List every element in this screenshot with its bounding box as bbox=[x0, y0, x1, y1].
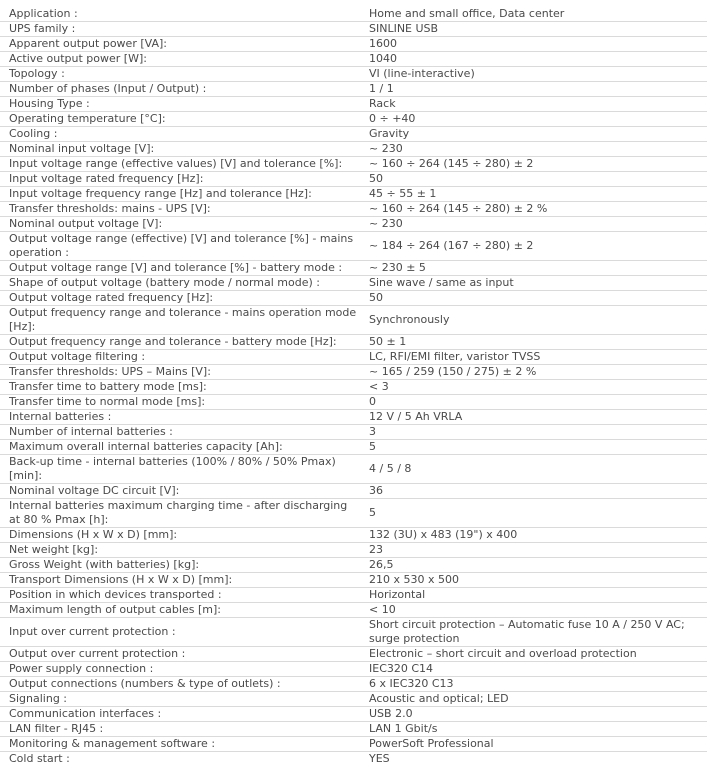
spec-row bbox=[0, 409, 707, 424]
spec-value: ~ 184 ÷ 264 (167 ÷ 280) ± 2 bbox=[369, 239, 534, 252]
spec-label: Output over current protection : bbox=[9, 647, 186, 660]
spec-row bbox=[0, 454, 707, 483]
spec-value: Acoustic and optical; LED bbox=[369, 692, 509, 705]
spec-row bbox=[0, 201, 707, 216]
spec-row bbox=[0, 111, 707, 126]
spec-label: Application : bbox=[9, 7, 78, 20]
spec-row bbox=[0, 498, 707, 527]
spec-label: Back-up time - internal batteries (100% / 80% / 50% Pmax) [min]: bbox=[9, 455, 336, 482]
spec-value: 5 bbox=[369, 440, 376, 453]
spec-value: 45 ÷ 55 ± 1 bbox=[369, 187, 437, 200]
spec-row bbox=[0, 721, 707, 736]
spec-label: Output voltage rated frequency [Hz]: bbox=[9, 291, 214, 304]
spec-value: USB 2.0 bbox=[369, 707, 413, 720]
spec-label: Output voltage range [V] and tolerance [%] - battery mode : bbox=[9, 261, 343, 274]
spec-row bbox=[0, 334, 707, 349]
spec-row bbox=[0, 81, 707, 96]
spec-label: Maximum overall internal batteries capacity [Ah]: bbox=[9, 440, 283, 453]
spec-label: Output frequency range and tolerance - mains operation mode [Hz]: bbox=[9, 306, 357, 333]
spec-row bbox=[0, 706, 707, 721]
spec-value: 4 / 5 / 8 bbox=[369, 462, 412, 475]
spec-label: UPS family : bbox=[9, 22, 76, 35]
spec-label: Internal batteries maximum charging time - after discharging at 80 % Pmax [h]: bbox=[9, 499, 348, 526]
spec-row bbox=[0, 7, 707, 21]
spec-row bbox=[0, 305, 707, 334]
spec-row bbox=[0, 260, 707, 275]
spec-label: Active output power [W]: bbox=[9, 52, 147, 65]
spec-value: Home and small office, Data center bbox=[369, 7, 565, 20]
spec-row bbox=[0, 96, 707, 111]
spec-label: Input voltage rated frequency [Hz]: bbox=[9, 172, 204, 185]
spec-row bbox=[0, 36, 707, 51]
spec-label: Position in which devices transported : bbox=[9, 588, 222, 601]
spec-value: 50 bbox=[369, 291, 383, 304]
spec-value: 1600 bbox=[369, 37, 397, 50]
spec-label: Net weight [kg]: bbox=[9, 543, 99, 556]
spec-label: Transfer thresholds: UPS – Mains [V]: bbox=[9, 365, 211, 378]
spec-row bbox=[0, 483, 707, 498]
spec-value: ~ 230 bbox=[369, 142, 403, 155]
spec-label: Communication interfaces : bbox=[9, 707, 162, 720]
spec-value: Gravity bbox=[369, 127, 410, 140]
spec-row bbox=[0, 171, 707, 186]
spec-label: Transfer time to normal mode [ms]: bbox=[9, 395, 206, 408]
spec-value: < 10 bbox=[369, 603, 396, 616]
spec-row bbox=[0, 349, 707, 364]
spec-row bbox=[0, 394, 707, 409]
spec-row bbox=[0, 275, 707, 290]
spec-value: VI (line-interactive) bbox=[369, 67, 475, 80]
spec-row bbox=[0, 186, 707, 201]
spec-value: 12 V / 5 Ah VRLA bbox=[369, 410, 463, 423]
spec-value: 1 / 1 bbox=[369, 82, 394, 95]
spec-row bbox=[0, 676, 707, 691]
spec-row bbox=[0, 141, 707, 156]
spec-value: ~ 230 bbox=[369, 217, 403, 230]
spec-label: Output voltage filtering : bbox=[9, 350, 146, 363]
spec-value: 50 bbox=[369, 172, 383, 185]
spec-value: PowerSoft Professional bbox=[369, 737, 494, 750]
spec-row bbox=[0, 379, 707, 394]
spec-value: 26,5 bbox=[369, 558, 394, 571]
spec-label: Number of phases (Input / Output) : bbox=[9, 82, 207, 95]
spec-label: Cooling : bbox=[9, 127, 58, 140]
spec-row bbox=[0, 751, 707, 766]
spec-value: Sine wave / same as input bbox=[369, 276, 514, 289]
spec-label: Input voltage frequency range [Hz] and tolerance [Hz]: bbox=[9, 187, 312, 200]
spec-row bbox=[0, 736, 707, 751]
spec-value: 5 bbox=[369, 506, 376, 519]
spec-value: 210 x 530 x 500 bbox=[369, 573, 459, 586]
spec-value: 3 bbox=[369, 425, 376, 438]
spec-row bbox=[0, 587, 707, 602]
spec-row bbox=[0, 156, 707, 171]
spec-value: Horizontal bbox=[369, 588, 426, 601]
spec-row bbox=[0, 557, 707, 572]
spec-value: YES bbox=[369, 752, 390, 765]
spec-label: Power supply connection : bbox=[9, 662, 154, 675]
spec-value: 0 ÷ +40 bbox=[369, 112, 416, 125]
spec-label: Gross Weight (with batteries) [kg]: bbox=[9, 558, 200, 571]
spec-row bbox=[0, 661, 707, 676]
spec-value: Short circuit protection – Automatic fuse 10 A / 250 V AC; surge protection bbox=[369, 618, 685, 645]
spec-value: 132 (3U) x 483 (19") x 400 bbox=[369, 528, 518, 541]
spec-label: Shape of output voltage (battery mode / normal mode) : bbox=[9, 276, 320, 289]
spec-row bbox=[0, 424, 707, 439]
spec-row bbox=[0, 527, 707, 542]
spec-label: Output connections (numbers & type of outlets) : bbox=[9, 677, 281, 690]
spec-value: 36 bbox=[369, 484, 383, 497]
spec-row bbox=[0, 21, 707, 36]
spec-label: Nominal input voltage [V]: bbox=[9, 142, 155, 155]
spec-row bbox=[0, 66, 707, 81]
spec-row bbox=[0, 691, 707, 706]
spec-label: Cold start : bbox=[9, 752, 70, 765]
spec-label: LAN filter - RJ45 : bbox=[9, 722, 104, 735]
spec-value: ~ 165 / 259 (150 / 275) ± 2 % bbox=[369, 365, 537, 378]
spec-row bbox=[0, 364, 707, 379]
spec-value: ~ 160 ÷ 264 (145 ÷ 280) ± 2 bbox=[369, 157, 534, 170]
spec-value: ~ 160 ÷ 264 (145 ÷ 280) ± 2 % bbox=[369, 202, 548, 215]
spec-label: Housing Type : bbox=[9, 97, 90, 110]
spec-label: Transfer time to battery mode [ms]: bbox=[9, 380, 207, 393]
spec-value: IEC320 C14 bbox=[369, 662, 434, 675]
spec-label: Maximum length of output cables [m]: bbox=[9, 603, 221, 616]
spec-label: Input voltage range (effective values) [V] and tolerance [%]: bbox=[9, 157, 343, 170]
spec-row bbox=[0, 617, 707, 646]
spec-value: 0 bbox=[369, 395, 376, 408]
spec-label: Transport Dimensions (H x W x D) [mm]: bbox=[9, 573, 233, 586]
spec-label: Signaling : bbox=[9, 692, 68, 705]
spec-label: Nominal voltage DC circuit [V]: bbox=[9, 484, 180, 497]
spec-label: Number of internal batteries : bbox=[9, 425, 173, 438]
spec-label: Operating temperature [°C]: bbox=[9, 112, 166, 125]
spec-row bbox=[0, 290, 707, 305]
spec-value: LAN 1 Gbit/s bbox=[369, 722, 438, 735]
spec-row bbox=[0, 216, 707, 231]
spec-label: Nominal output voltage [V]: bbox=[9, 217, 163, 230]
spec-value: 50 ± 1 bbox=[369, 335, 407, 348]
spec-label: Monitoring & management software : bbox=[9, 737, 216, 750]
spec-label: Input over current protection : bbox=[9, 625, 176, 638]
spec-value: Synchronously bbox=[369, 313, 450, 326]
spec-value: SINLINE USB bbox=[369, 22, 439, 35]
spec-label: Apparent output power [VA]: bbox=[9, 37, 167, 50]
spec-value: 23 bbox=[369, 543, 383, 556]
spec-row bbox=[0, 439, 707, 454]
spec-label: Output frequency range and tolerance - battery mode [Hz]: bbox=[9, 335, 337, 348]
spec-value: LC, RFI/EMI filter, varistor TVSS bbox=[369, 350, 541, 363]
spec-value: ~ 230 ± 5 bbox=[369, 261, 426, 274]
spec-row bbox=[0, 572, 707, 587]
spec-label: Dimensions (H x W x D) [mm]: bbox=[9, 528, 178, 541]
spec-row bbox=[0, 646, 707, 661]
spec-label: Internal batteries : bbox=[9, 410, 112, 423]
spec-row bbox=[0, 231, 707, 260]
spec-label: Topology : bbox=[9, 67, 65, 80]
spec-value: 1040 bbox=[369, 52, 397, 65]
spec-label: Output voltage range (effective) [V] and tolerance [%] - mains operation : bbox=[9, 232, 354, 259]
spec-value: < 3 bbox=[369, 380, 389, 393]
spec-value: Rack bbox=[369, 97, 396, 110]
spec-row bbox=[0, 51, 707, 66]
spec-row bbox=[0, 542, 707, 557]
spec-value: 6 x IEC320 C13 bbox=[369, 677, 454, 690]
spec-row bbox=[0, 602, 707, 617]
spec-label: Transfer thresholds: mains - UPS [V]: bbox=[9, 202, 211, 215]
spec-value: Electronic – short circuit and overload protection bbox=[369, 647, 637, 660]
spec-row bbox=[0, 126, 707, 141]
